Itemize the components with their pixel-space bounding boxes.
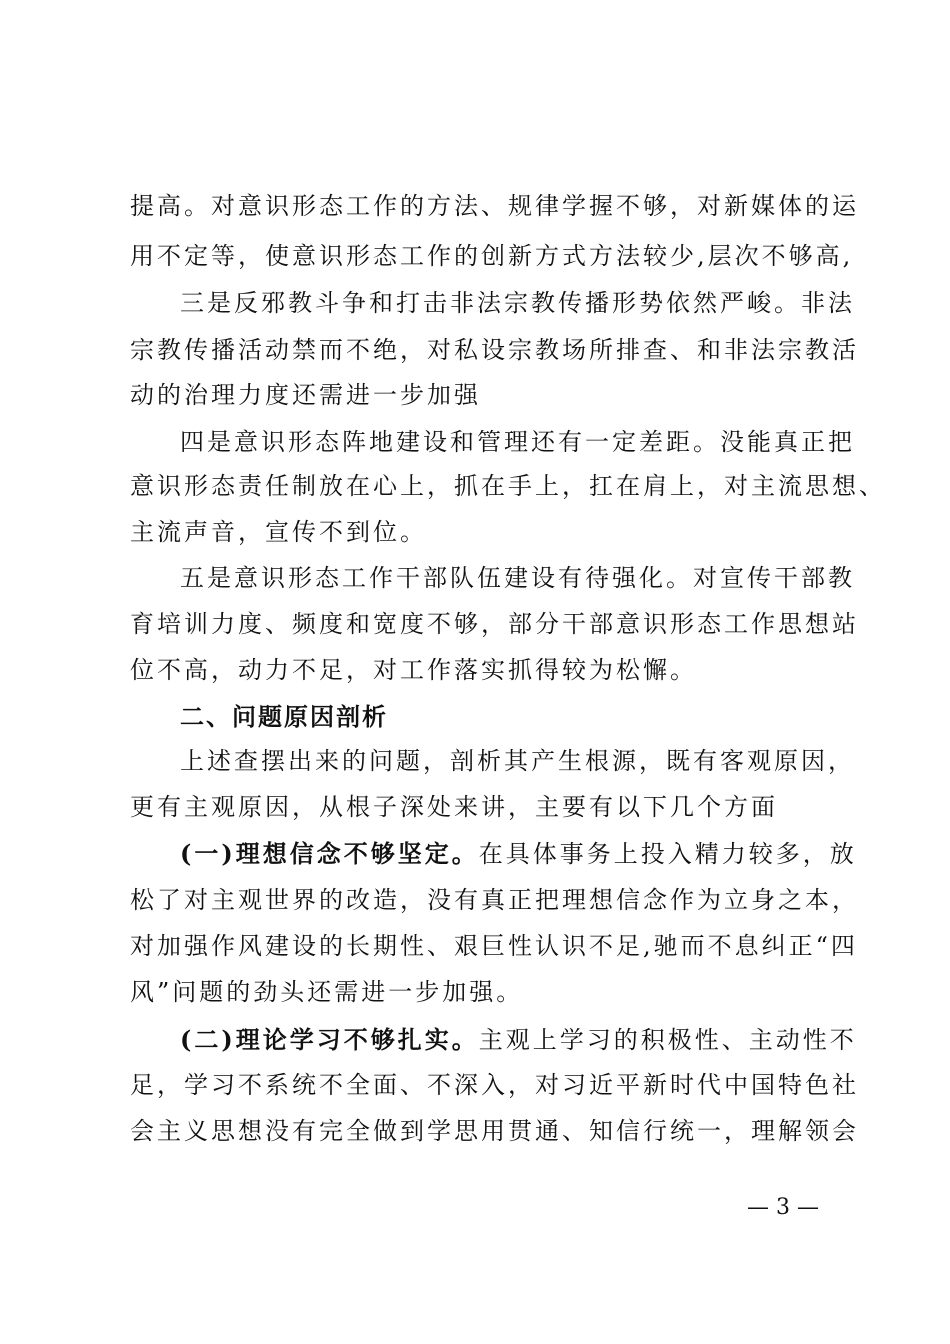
paragraph-line: 五是意识形态工作干部队伍建设有待强化。对宣传干部教	[180, 564, 855, 592]
subsection-title: (二)理论学习不够扎实。	[180, 1025, 479, 1054]
paragraph-line: 更有主观原因，从根子深处来讲，主要有以下几个方面	[130, 793, 778, 821]
paragraph-line: 位不高，动力不足，对工作落实抓得较为松懈。	[130, 656, 697, 684]
paragraph-text: 在具体事务上投入精力较多，放	[478, 840, 857, 868]
paragraph-line: 意识形态责任制放在心上，抓在手上，扛在肩上，对主流思想、	[130, 472, 886, 500]
page-number: — 3 —	[747, 1195, 819, 1220]
paragraph-line: 宗教传播活动禁而不绝，对私设宗教场所排查、和非法宗教活	[130, 336, 859, 364]
paragraph-line: 用不定等，使意识形态工作的创新方式方法较少,层次不够高,	[130, 242, 854, 270]
paragraph-line: 四是意识形态阵地建设和管理还有一定差距。没能真正把	[180, 428, 855, 456]
paragraph-line: 上述查摆出来的问题，剖析其产生根源，既有客观原因，	[180, 747, 855, 775]
paragraph-line: 主流声音，宣传不到位。	[130, 518, 427, 546]
paragraph-line	[180, 838, 857, 870]
paragraph-line: 对加强作风建设的长期性、艰巨性认识不足,驰而不息纠正“四	[130, 932, 858, 960]
paragraph-line: 动的治理力度还需进一步加强	[130, 381, 481, 409]
paragraph-line: 足，学习不系统不全面、不深入，对习近平新时代中国特色社	[130, 1071, 859, 1099]
paragraph-line: 育培训力度、频度和宽度不够，部分干部意识形态工作思想站	[130, 610, 859, 638]
subsection-title: (一)理想信念不够坚定。	[180, 839, 479, 868]
section-heading: 二、问题原因剖析	[180, 703, 388, 731]
paragraph-line: 松了对主观世界的改造，没有真正把理想信念作为立身之本，	[130, 886, 859, 914]
paragraph-line: 提高。对意识形态工作的方法、规律学握不够，对新媒体的运	[130, 192, 859, 220]
paragraph-line	[180, 1024, 857, 1056]
paragraph-line: 三是反邪教斗争和打击非法宗教传播形势依然严峻。非法	[180, 289, 855, 317]
paragraph-line: 风”问题的劲头还需进一步加强。	[130, 978, 524, 1006]
paragraph-text: 主观上学习的积极性、主动性不	[478, 1026, 857, 1054]
paragraph-line: 会主义思想没有完全做到学思用贯通、知信行统一，理解领会	[130, 1117, 859, 1145]
